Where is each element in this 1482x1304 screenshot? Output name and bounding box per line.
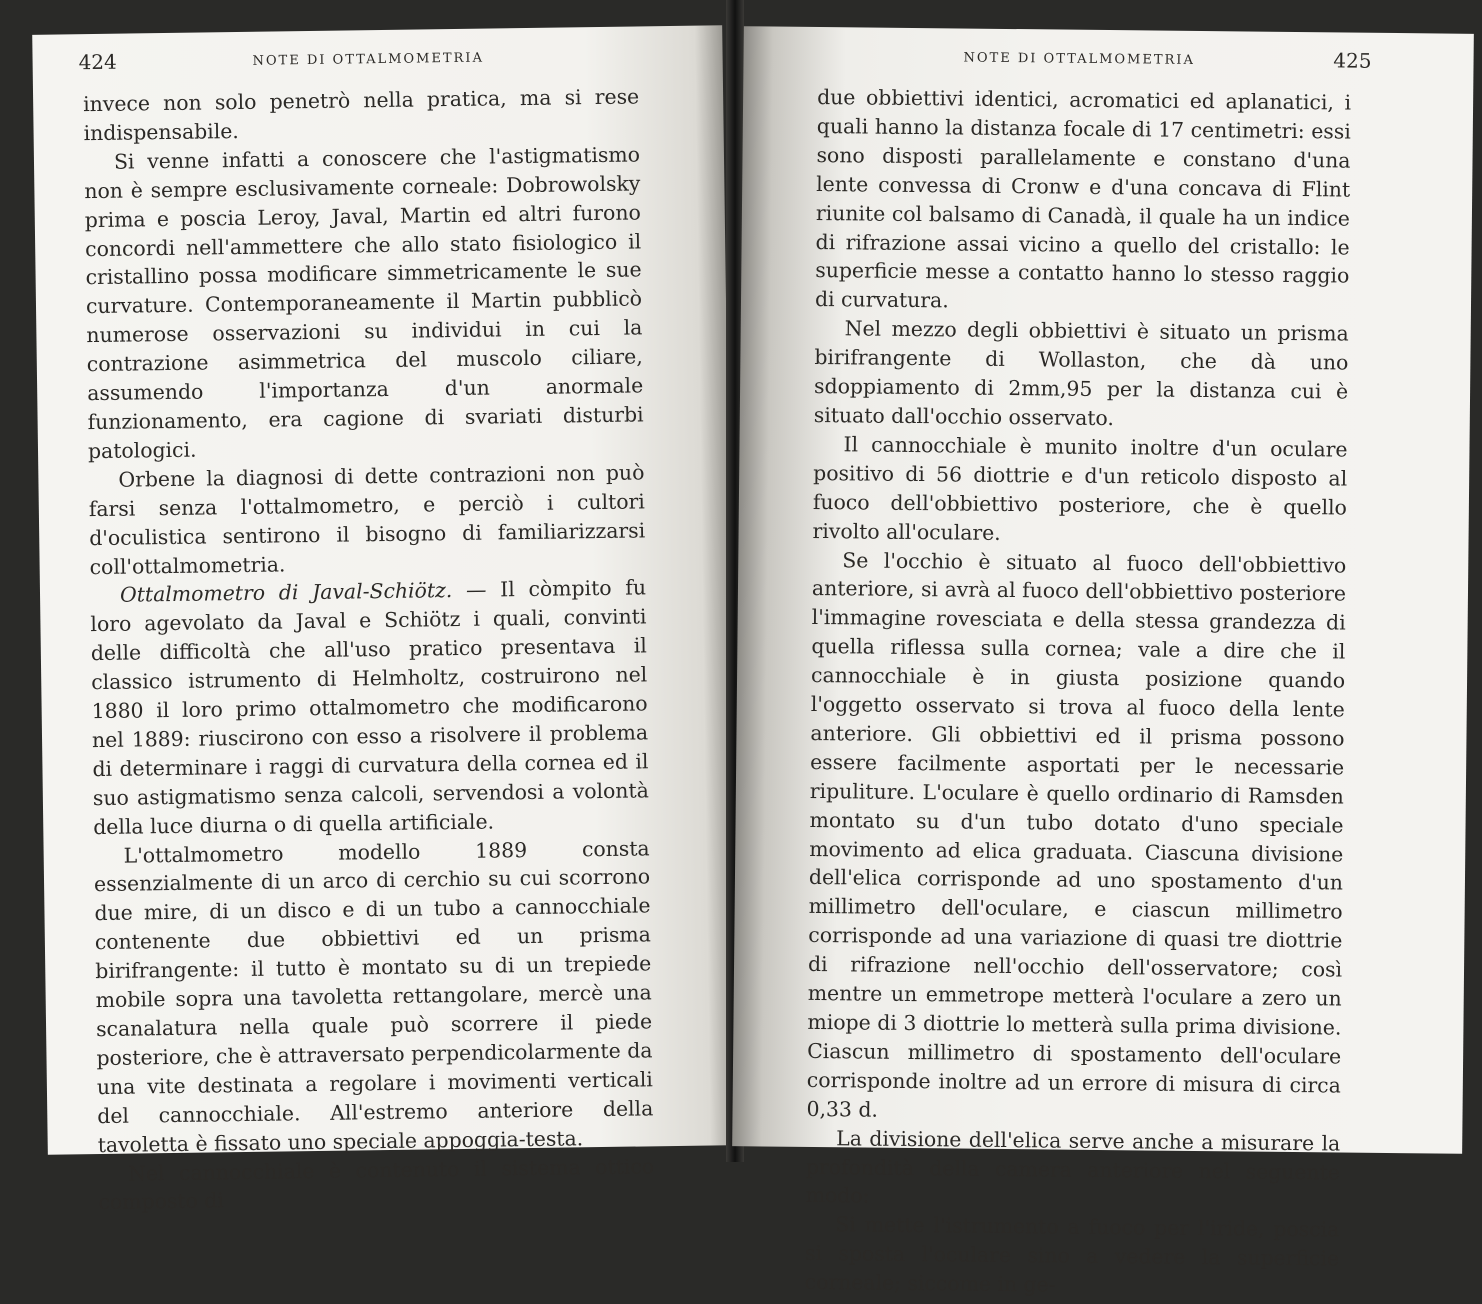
section-heading: Ottalmometro di Javal-Schiötz. —: [119, 577, 487, 608]
paragraph: L'ottalmometro modello 1889 consta essenzialmente di un arco di cerchio su cui scorrono due mire, di un disco e di un tubo a cannocchiale contenente due obbiettivi ed un prisma birifrangente: il tutto è montato su di un trepiede mobile sopra una tavoletta rettangolare, mercè una scanalatura nella quale può scorrere il piede posteriore, che è attraversato perpendicolarmente da una vite destinata a regolare i movimenti verticali del cannocchiale. All'estremo anteriore della tavoletta è fissato uno speciale appoggia-testa.: [93, 835, 654, 1157]
paragraph: invece non solo penetrò nella pratica, ma si rese indispensabile.: [83, 84, 640, 146]
left-page: [32, 25, 738, 1215]
paragraph: Si mette l'istrumento a fuoco per l'iride, poscia si sposta l'oculare sino a vedere la superficie corneale; siccome in ge-: [804, 1212, 1340, 1297]
paragraph: Se l'occhio è situato al fuoco dell'obbiettivo anteriore, si avrà al fuoco dell'obbiettivo posteriore l'immagine rovesciata e della stessa grandezza di quella riflessa sulla cornea; vale a dire che il cannocchiale è in giusta posizione quando l'oggetto osservato si trova al fuoco della lente anteriore. Gli obbiettivi ed il prisma possono essere facilmente asportati per le necessarie ripuliture. L'oculare è quello ordinario di Ramsden montato su d'un tubo dotato d'uno speciale movimento ad elica graduata. Ciascuna divisione dell'elica corrisponde ad uno spostamento d'un millimetro dell'oculare, e ciascun millimetro corrisponde ad una variazione di quasi tre diottrie di rifrazione nell'occhio dell'osservatore; così mentre un emmetrope metterà l'oculare a zero un miope di 3 diottrie lo metterà sulla prima divisione. Ciascun millimetro di spostamento dell'oculare corrisponde inoltre ad un errore di misura di circa 0,33 d.: [806, 547, 1347, 1122]
page-number: 424: [78, 49, 117, 75]
paragraph: Si venne infatti a conoscere che l'astigmatismo non è sempre esclusivamente corneale: Dobrowolsky prima e poscia Leroy, Javal, Martin ed altri furono concordi nell'ammettere che allo stato fisiologico il cristallino possa modificare simmetricamente le sue curvature. Contemporaneamente il Martin pubblicò numerose osservazioni su individui in cui la contrazione asimmetrica del muscolo ciliare, assumendo l'importanza d'un anormale funzionamento, era cagione di svariati disturbi patologici.: [84, 142, 644, 464]
paragraph: Nel cannocchiale è contenuto il sistema ottico composto di: [98, 1153, 655, 1215]
paragraph: due obbiettivi identici, acromatici ed aplanatici, i quali hanno la distanza focale di 17 centimetri: essi sono disposti parallelamente e constano d'una lente convessa di Cronw e d'una concava di Flint riunite col balsamo di Canadà, il quale ha un indice di rifrazione assai vicino a quello del cristallo: le superficie messe a contatto hanno lo stesso raggio di curvatura.: [814, 84, 1352, 313]
running-head: NOTE DI OTTALMOMETRIA: [963, 50, 1195, 68]
left-page-body: [83, 82, 655, 1217]
running-head: NOTE DI OTTALMOMETRIA: [252, 50, 485, 69]
paragraph-text: Il còmpito fu loro agevolato da Javal e Schiötz i quali, convinti delle difficoltà che all'uso pratico presentava il classico istrumento di Helmholtz, costruirono nel 1880 il loro primo ottalmometro che modificarono nel 1889: riuscirono con esso a risolvere il problema di determinare i raggi di curvatura della cornea ed il suo astigmatismo senza calcoli, servendosi a volontà della luce diurna o di quella artificiale.: [90, 575, 649, 839]
left-page-header: [33, 47, 723, 87]
right-page-header: [743, 48, 1473, 86]
paragraph: Orbene la diagnosi di dette contrazioni non può farsi senza l'ottalmometro, e perciò i cultori d'oculistica sentirono il bisogno di familiarizzarsi coll'ottalmometria.: [88, 460, 646, 579]
paragraph: Nel mezzo degli obbiettivi è situato un prisma birifrangente di Wollaston, che dà uno sdoppiamento di 2mm,95 per la distanza cui è situato dall'occhio osservato.: [813, 316, 1349, 431]
right-page: [732, 26, 1474, 1297]
paragraph: La divisione dell'elica serve anche a misurare la profondità della camera anteriore nel seguente modo:: [805, 1125, 1341, 1209]
page-number: 425: [1333, 48, 1372, 73]
paragraph-with-heading: [90, 574, 650, 842]
paragraph: Il cannocchiale è munito inoltre d'un oculare positivo di 56 diottrie e d'un reticolo disposto al fuoco dell'obbiettivo posteriore, che è quello rivolto all'oculare.: [812, 432, 1348, 545]
right-page-body: [805, 83, 1352, 1303]
